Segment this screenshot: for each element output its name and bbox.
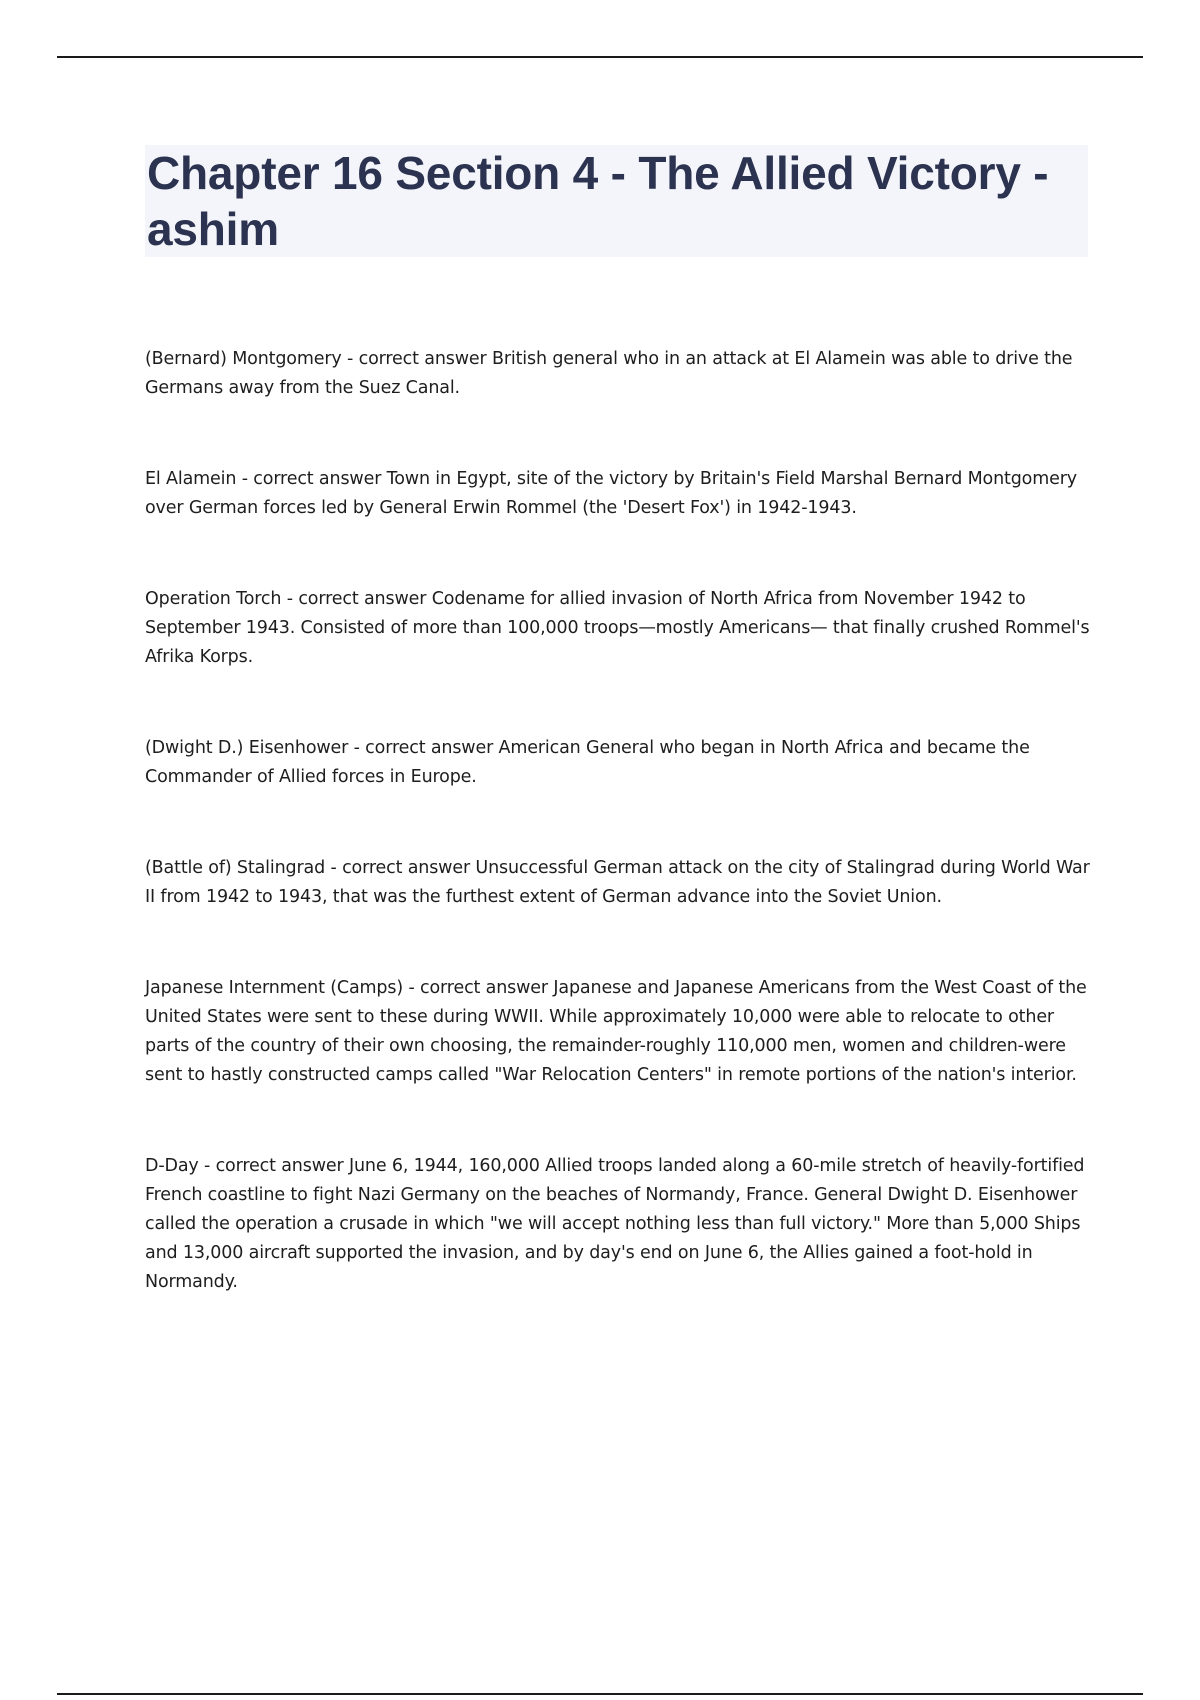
entry-stalingrad: (Battle of) Stalingrad - correct answer Unsuccessful German attack on the city of Stalingrad during World War II from 1942 to 1943, that was the furthest extent of German advance into the Soviet Union. bbox=[145, 858, 1090, 907]
entry-montgomery: (Bernard) Montgomery - correct answer British general who in an attack at El Alamein was able to drive the Germans away from the Suez Canal. bbox=[145, 349, 1073, 398]
entry-operation-torch: Operation Torch - correct answer Codename for allied invasion of North Africa from November 1942 to September 1943. Consisted of more than 100,000 troops—mostly Americans— that finally crushed Rommel's Afrika Korps. bbox=[145, 589, 1090, 667]
top-rule bbox=[57, 56, 1143, 58]
bottom-rule bbox=[57, 1693, 1143, 1695]
entry-d-day: D-Day - correct answer June 6, 1944, 160,000 Allied troops landed along a 60-mile stretch of heavily-fortified French coastline to fight Nazi Germany on the beaches of Normandy, France. General Dwight D. Eisenhower called the operation a crusade in which "we will accept nothing less than full victory." More than 5,000 Ships and 13,000 aircraft supported the invasion, and by day's end on June 6, the Allies gained a foot-hold in Normandy. bbox=[145, 1156, 1085, 1292]
entry-list bbox=[145, 345, 1090, 1359]
entry-el-alamein: El Alamein - correct answer Town in Egypt, site of the victory by Britain's Field Marshal Bernard Montgomery over German forces led by General Erwin Rommel (the 'Desert Fox') in 1942-1943. bbox=[145, 469, 1078, 518]
title-block bbox=[145, 145, 1088, 257]
entry-japanese-internment: Japanese Internment (Camps) - correct answer Japanese and Japanese Americans from the West Coast of the United States were sent to these during WWII. While approximately 10,000 were able to relocate to other parts of the country of their own choosing, the remainder-roughly 110,000 men, women and children-were sent to hastly constructed camps called "War Relocation Centers" in remote portions of the nation's interior. bbox=[145, 978, 1087, 1085]
page-title: Chapter 16 Section 4 - The Allied Victory - ashim bbox=[147, 147, 1049, 255]
entry-eisenhower: (Dwight D.) Eisenhower - correct answer American General who began in North Africa and became the Commander of Allied forces in Europe. bbox=[145, 738, 1030, 787]
